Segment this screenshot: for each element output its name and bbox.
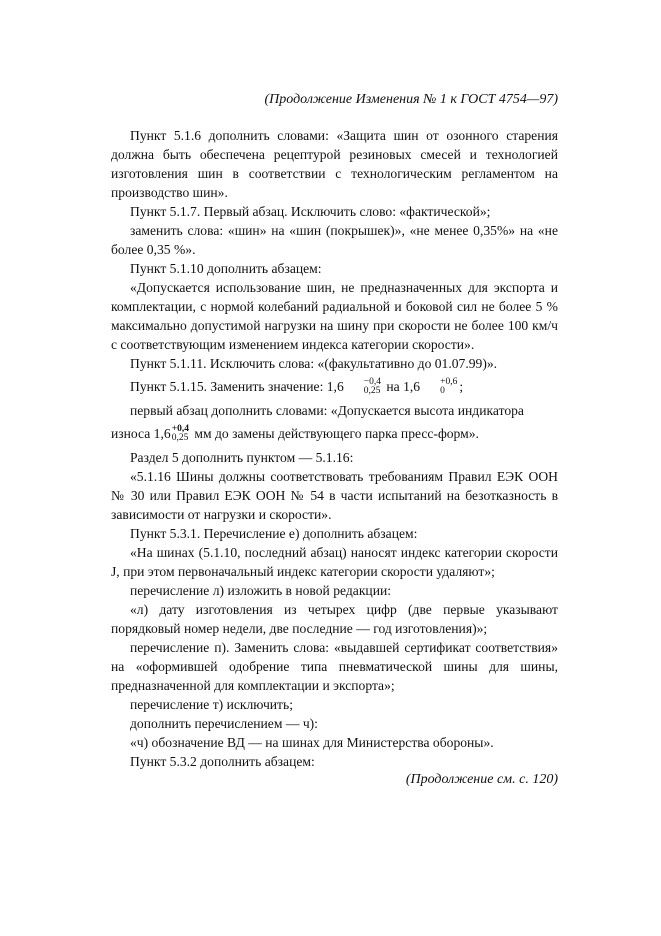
tolerance-lower: 0,25 [171,432,189,443]
tolerance-upper: +0,4 [171,423,189,434]
paragraph: «л) дату изготовления из четырех цифр (две первые указывают порядковый номер недели, две последние — год изготовления)»; [111,602,558,636]
tolerance [421,378,457,396]
paragraph: Пункт 5.1.6 дополнить словами: «Защита шин от озонного старения должна быть обеспечена рецептурой резиновых смесей и технологией изготовления шин в соответствии с технологическим регламентом на производство шин». [111,128,558,200]
tolerance-upper: −0,4 [363,376,381,387]
paragraph: Раздел 5 дополнить пунктом — 5.1.16: [130,450,354,465]
text-run: на 1,6 [383,379,421,394]
paragraph-formula [111,377,558,397]
tolerance-lower: 0,25 [363,385,381,396]
paragraph: первый абзац дополнить словами: «Допускается высота индикатора [130,403,524,418]
paragraph: Пункт 5.1.11. Исключить слова: «(факультативно до 01.07.99)». [130,356,498,371]
paragraph: Пункт 5.1.7. Первый абзац. Исключить слово: «фактической»; [130,204,491,219]
text-run: износа 1,6 [111,426,171,441]
paragraph-formula [111,424,558,444]
tolerance [172,425,189,443]
paragraph: заменить слова: «шин» на «шин (покрышек)», «не менее 0,35%» на «не более 0,35 %». [111,223,558,257]
text-run: мм до замены действующего парка пресс-форм». [190,426,479,441]
document-body [111,126,558,771]
tolerance-upper: +0,6 [440,376,458,387]
tolerance [345,378,381,396]
paragraph: Пункт 5.3.1. Перечисление е) дополнить абзацем: [130,526,418,541]
tolerance-lower: 0 [440,385,445,396]
paragraph: перечисление т) исключить; [130,697,293,712]
paragraph: «ч) обозначение ВД — на шинах для Министерства обороны». [130,735,494,750]
paragraph: Пункт 5.1.10 дополнить абзацем: [130,261,322,276]
text-run: Пункт 5.1.15. Заменить значение: 1,6 [130,379,344,394]
page-header: (Продолжение Изменения № 1 к ГОСТ 4754—97) [264,92,558,107]
paragraph: Пункт 5.3.2 дополнить абзацем: [130,754,315,769]
text-run: ; [459,379,464,394]
paragraph: дополнить перечислением — ч): [130,716,318,731]
paragraph: перечисление л) изложить в новой редакции: [130,583,392,598]
paragraph: перечисление п). Заменить слова: «выдавшей сертификат соответствия» на «оформившей одобрение типа пневматической шины для шины, предназначенной для комплектации и экспорта»; [111,640,558,693]
paragraph: «5.1.16 Шины должны соответствовать требованиям Правил ЕЭК ООН № 30 или Правил ЕЭК ООН № 54 в части испытаний на безотказность в зависимости от нагрузки и скорости». [111,469,558,522]
paragraph: «На шинах (5.1.10, последний абзац) наносят индекс категории скорости J, при этом первоначальный индекс категории скорости удаляют»; [111,545,558,579]
page-footer: (Продолжение см. с. 120) [405,772,558,787]
paragraph: «Допускается использование шин, не предназначенных для экспорта и комплектации, с нормой колебаний радиальной и боковой сил не более 5 % максимально допустимой нагрузки на шину при скорости не более 100 км/ч с соответствующим изменением индекса категории скорости». [111,280,558,352]
